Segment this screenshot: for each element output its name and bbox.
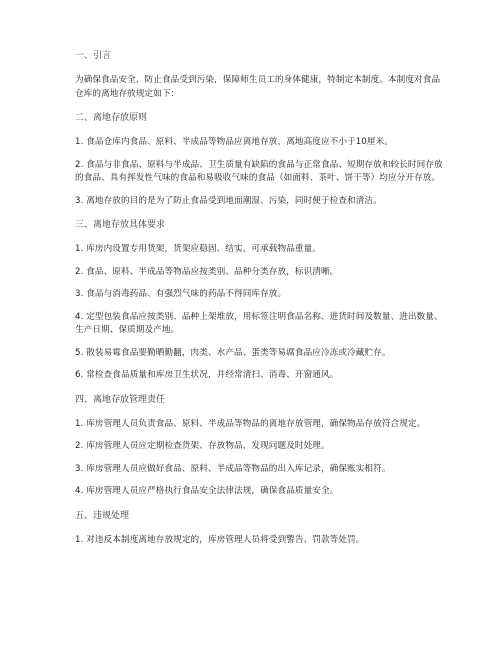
requirement-item-4: 4. 定型包装食品应按类别、品种上架堆放，用标签注明食品名称、进货时间及数量、进出数量、生产日期、保质期及产地。 <box>75 311 443 335</box>
requirement-item-5: 5. 散装易霉食品要勤晒勤翻，肉类、水产品、蛋类等易腐食品应冷冻或冷藏贮存。 <box>75 347 391 358</box>
requirement-item-3: 3. 食品与消毒药品、有强烈气味的药品不得同库存放。 <box>75 289 287 299</box>
violation-item-1: 1. 对违反本制度离地存放规定的，库房管理人员将受到警告、罚款等处罚。 <box>75 534 365 545</box>
principle-item-1: 1. 食品仓库内食品、原料、半成品等物品应离地存放，离地高度应不小于10厘米。 <box>75 137 393 147</box>
principle-item-2: 2. 食品与非食品、原料与半成品、卫生质量有缺陷的食品与正常食品、短期存放和较长时间存放的食品、具有挥发性气味的食品和易吸收气味的食品（如面料、茶叶、饼干等）均应分开存放。 <box>75 159 443 183</box>
intro-paragraph: 为确保食品安全，防止食品受到污染，保障师生员工的身体健康，特制定本制度。本制度对食品仓库的离地存放规定如下： <box>75 75 441 99</box>
section-title-violations: 五、违规处理 <box>75 510 130 521</box>
section-title-principles: 二、离地存放原则 <box>75 113 148 123</box>
responsibility-item-1: 1. 库房管理人员负责食品、原料、半成品等物品的离地存放管理，确保物品存放符合规定。 <box>75 418 426 429</box>
section-title-requirements: 三、离地存放具体要求 <box>75 220 166 230</box>
responsibility-item-4: 4. 库房管理人员应严格执行食品安全法律法规，确保食品质量安全。 <box>75 486 339 496</box>
responsibility-item-3: 3. 库房管理人员应做好食品、原料、半成品等物品的出入库记录，确保账实相符。 <box>75 463 391 474</box>
responsibility-item-2: 2. 库房管理人员应定期检查货架、存放物品，发现问题及时处理。 <box>75 441 330 451</box>
document-page <box>75 50 445 547</box>
principle-item-3: 3. 离地存放的目的是为了防止食品受到地面潮湿、污染，同时便于检查和清洁。 <box>75 195 382 206</box>
section-title-responsibilities: 四、离地存放管理责任 <box>75 394 166 405</box>
requirement-item-2: 2. 食品、原料、半成品等物品应按类别、品种分类存放，标识清晰。 <box>75 266 339 277</box>
requirement-item-1: 1. 库房内设置专用货架，货架应稳固、结实，可承载物品重量。 <box>75 244 321 254</box>
requirement-item-6: 6. 常检查食品质量和库房卫生状况，并经常清扫、消毒、开窗通风。 <box>75 370 339 380</box>
section-title-intro: 一、引言 <box>75 51 112 61</box>
